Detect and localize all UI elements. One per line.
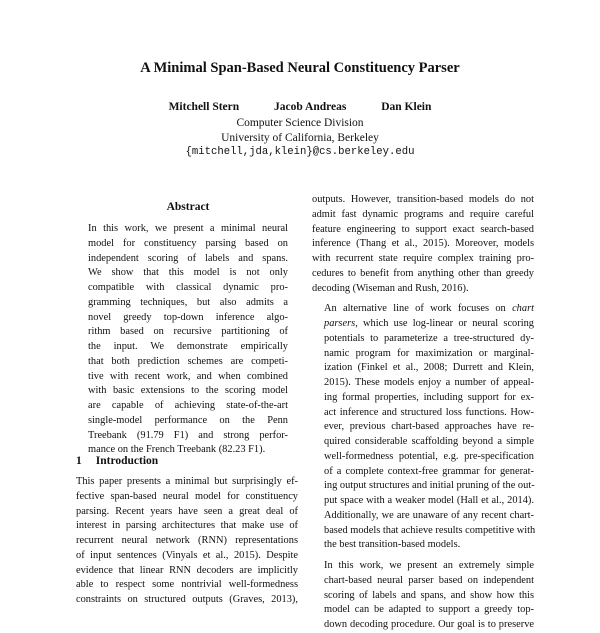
author-name: Mitchell Stern [168, 101, 240, 113]
text-line: potentials to parameterize a tree-structured dy- [324, 332, 534, 344]
text-line: fective span-based neural model for constituency [76, 490, 298, 502]
text-line: namic program for maximization or marginal- [324, 347, 534, 359]
text-line: recurrent neural network (RNN) representations [76, 535, 298, 546]
affiliation-block [0, 116, 600, 160]
text-line: outputs. However, transition-based models do not [312, 194, 534, 205]
text-line: This paper presents a minimal but surprisingly ef- [76, 476, 298, 487]
text-line: with basic extensions to the scoring model [88, 385, 288, 397]
author-list [0, 100, 600, 115]
abstract-heading: Abstract [166, 201, 210, 213]
text-line: ization (Finkel et al., 2008; Durrett and Klein, [324, 362, 534, 374]
text-line: Treebank (91.79 F1) and strong perfor- [88, 429, 288, 441]
text-line: Additionally, we are unaware of any recent chart- [324, 509, 534, 521]
email-address: {mitchell,jda,klein}@cs.berkeley.edu [185, 146, 415, 158]
text-line: ing formal properties, including support for ex- [324, 391, 534, 403]
text-line: parsers, which use log-linear or neural scoring [324, 318, 534, 329]
text-line: of a complete context-free grammar for generat- [324, 465, 534, 477]
text-line: mance on the French Treebank (82.23 F1). [88, 444, 266, 456]
abstract-body [88, 222, 288, 458]
text-line: independent scoring of labels and spans. [88, 252, 288, 264]
text-line: In this work, we present an extremely simple [324, 560, 534, 571]
text-line: compatible with classical dynamic pro- [88, 282, 288, 293]
text-line: ing output structures and initial pruning of the out- [324, 480, 535, 492]
text-line: We show that this model is not only [88, 267, 288, 279]
text-line: down decoding procedure. Our goal is to preserve [324, 619, 534, 630]
text-line: tive with recent work, and when combined [88, 370, 288, 382]
text-line: of input sentences (Vinyals et al., 2015). Despite [76, 549, 298, 561]
text-line: rithm based on recursive partitioning of [88, 326, 288, 338]
section-heading-introduction [76, 455, 158, 467]
text-line: An alternative line of work focuses on chart [324, 303, 534, 315]
text-line: with recurrent state require complex training pro- [312, 253, 534, 264]
text-line: able to respect some nontrivial well-formedness [76, 579, 298, 591]
university: University of California, Berkeley [221, 131, 379, 144]
text-line: In this work, we present a minimal neural [88, 223, 288, 234]
introduction-body [76, 475, 298, 608]
text-line: novel greedy top-down inference algo- [88, 311, 288, 323]
division: Computer Science Division [236, 117, 364, 129]
text-line: model can be adapted to support a greedy top- [324, 604, 534, 616]
text-line: model for constituency parsing based on [88, 237, 288, 249]
text-line: 2015). These models enjoy a number of appeal- [324, 377, 534, 388]
text-line: the best transition-based models. [324, 539, 461, 551]
italic-term: parsers [324, 318, 356, 329]
text-line: are capable of achieving state-of-the-art [88, 400, 288, 411]
author-name: Dan Klein [381, 101, 432, 113]
text-line: act inference and structured loss functions. How- [324, 406, 534, 418]
italic-term: chart [512, 303, 534, 315]
text-line: the input. We demonstrate empirically [88, 341, 288, 352]
paragraph [312, 559, 534, 633]
text-line: scoring of labels and spans, and show how this [324, 589, 534, 601]
text-line: based models that achieve results competitive with [324, 524, 536, 536]
author-name: Jacob Andreas [274, 101, 347, 113]
text-line: admit fast dynamic programs and require careful [312, 208, 534, 220]
paragraph [312, 193, 534, 296]
text-line: quired considerable scaffolding beyond a simple [324, 436, 534, 447]
text-line: chart-based neural parser based on independent [324, 574, 534, 586]
paper-title: A Minimal Span-Based Neural Constituency Parser [140, 60, 460, 76]
text-line: put space with a weaker model (Hall et al., 2014). [324, 495, 534, 506]
text-line: evidence that linear RNN decoders are implicitly [76, 564, 298, 576]
text-line: inference (Thang et al., 2015). Moreover, models [312, 238, 534, 250]
text-line: gramming techniques, but also admits a [88, 296, 288, 308]
text-line: constraints on structured outputs (Graves, 2013), [76, 594, 298, 605]
paragraph [312, 302, 534, 553]
text-line: parsing. Recent years have seen a great deal of [76, 505, 298, 517]
text-line: feature engineering to support exact search-based [312, 223, 534, 235]
section-number: 1 [76, 455, 82, 467]
text-line: ever, previous chart-based approaches have re- [324, 421, 534, 433]
text-line: interest in parsing architectures that make use of [76, 520, 298, 532]
text-line: single-model performance on the Penn [88, 414, 288, 426]
text-line: well-formedness potential, e.g. pre-specification [324, 450, 534, 462]
text-line: decoding (Wiseman and Rush, 2016). [312, 282, 469, 294]
text-line: cedures to benefit from anything other than greedy [312, 267, 534, 279]
text-line: that both prediction schemes are competi- [88, 355, 288, 367]
right-column-body [312, 193, 534, 633]
section-title: Introduction [95, 455, 159, 467]
